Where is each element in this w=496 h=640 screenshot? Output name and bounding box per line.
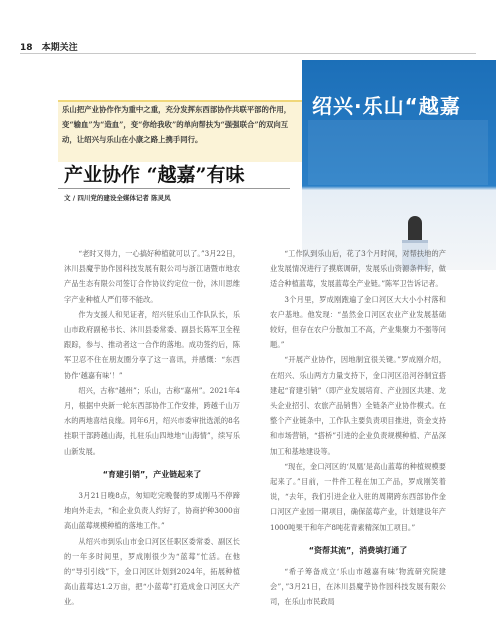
subheading-1: “育建引销”，产业链起来了 [102,469,202,479]
body-paragraph: “开展产业协作，因地制宜很关键。”罗成刚介绍，在绍兴、乐山两方力量支持下，金口河区沿河谷制宜搭建起“育建引销”（即产业发展培育、产业园区共建、龙头企业招引、农旅产品销售）全链条产业协作模式。在整个产业链条中，工作队主要负责项目推进，资金支持和市场营销，“搭桥”引进的企业负责规模种植、产品深加工和基地建设等。 [270,355,446,456]
body-paragraph: “老时又得力，一心搞好种植就可以了。”3月22日，沐川县魔芋协作园科技发展有限公司与浙江诸暨市地农产品生态有限公司签订合作协议约定位一份，沐川思维字产业种植人严们带不能改。 [64,249,240,304]
event-photo [302,60,496,270]
article-title: 产业协作 “越嘉”有味 [64,164,245,186]
right-column [270,246,446,610]
intro-box [58,100,302,162]
screen-banner-text: 绍兴·乐山“越嘉 [312,94,461,118]
article-byline: 文 / 四川党的建设全媒体记者 陈灵凤 [64,194,171,202]
body-paragraph: 作为支援人和见证者，绍兴驻乐山工作队队长，乐山市政府副秘书长、沐川县委常委、副县长陈军卫全程跟踪，参与、推动者这一合作的落地。成功签约后，陈军卫忍不住在朋友圈分享了这一喜讯，并感慨：“东西协作‘越嘉有味’！” [64,309,240,380]
section-title: 本期关注 [41,43,78,53]
title-divider [58,188,290,189]
body-paragraph: “希子筹备成立‘乐山市越嘉有味’物流研究院建会”，”3月21日，在沐川县魔芋协作园科技发展有限公司，在乐山市民政局 [270,567,446,607]
page-number: 18 [20,43,33,53]
body-paragraph: “现在，金口河区的‘凤凰’是高山蓝莓的种植规模要起来了。”目前，一件件工程在加工产品，罗成刚笑着说，“去年，我们引进企业入驻的周期跨东西部协作金口河区产业园一期项目，确保蓝莓产业，计划建设年产1000吨果干和年产8吨花青素精深加工项目。” [270,461,446,532]
page-header [20,40,78,53]
speaker-figure [408,216,422,242]
body-paragraph: 从绍兴市到乐山市金口河区任职区委常委、副区长的一年多时间里，罗成刚很少为“蓝莓”忙活。在他的“导引引线”下，金口河区计划到2024年，拓展种植高山蓝莓达1.2万亩，把“小蓝莓”打造成金口河区大产业。 [64,536,240,607]
body-paragraph: 3月21日晚8点，匆知吃完晚餐的罗成刚马不停蹄地向外走去，“和企业负责人约好了，协商护种3000亩高山蓝莓规模种植的落地工作。” [64,491,240,531]
subheading-2: “资帮其流”，消费填打通了 [308,545,408,555]
header-divider [20,53,476,54]
body-paragraph: “工作队到乐山后，花了3个月时间，对帮扶地的产业发展情况进行了摸底调研，发展乐山资源条件好，做适合种植蓝莓，发展蓝莓全产业链。”陈军卫告诉记者。 [270,249,446,289]
body-paragraph: 绍兴，古称“越州”；乐山，古称“嘉州”。2021年4月，根据中央新一轮东西部协作工作安排，跨越千山万水的两地喜结良缘。同年6月，绍兴市委审批选派的8名挂职干部跨越山海，扎驻乐山四地地“山海情”，续写乐山新发展。 [64,385,240,456]
screen-panel [308,120,488,185]
body-paragraph: 3个月里，罗成刚跑遍了金口河区大大小小村落和农户基地。他发现：“虽然金口河区农业产业发展基础较好，但存在农户分散加工不高，产业集聚力不强等问题。” [270,294,446,350]
left-column [64,246,240,610]
intro-text: 乐山把产业协作作为重中之重，充分发挥东西部协作共联平部的作用，变“输血”为“造血”，变“你给我收”的单向帮扶为“强强联合”的双向互动，让绍兴与乐山在小康之路上携手同行。 [62,105,292,144]
